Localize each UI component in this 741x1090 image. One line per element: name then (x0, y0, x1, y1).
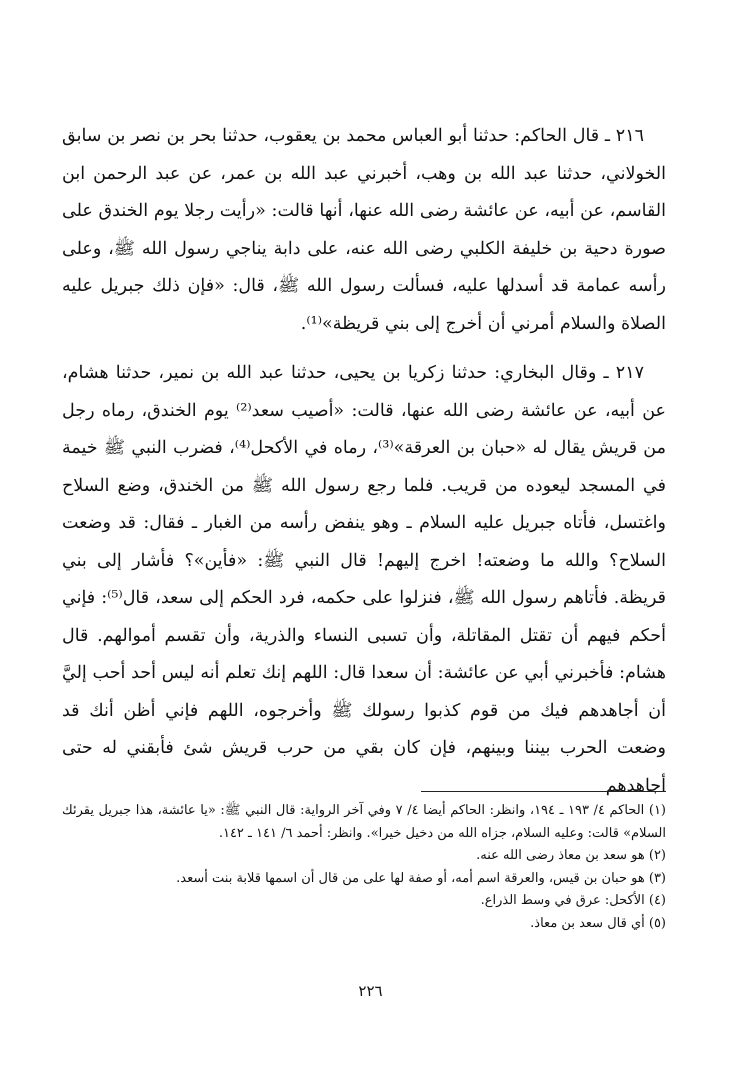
footnote-1: (١) الحاكم ٤/ ١٩٣ ـ ١٩٤، وانظر: الحاكم أيضا ٤/ ٧ وفي آخر الرواية: قال النبي ﷺ: «يا عائشة، هذا جبريل يقرئك السلام» قالت: وعليه السلام، جزاه الله من دخيل خيرا». وانظر: أحمد ٦/ ١٤١ ـ ١٤٢. (62, 803, 666, 841)
footnote-3: (٣) هو حبان بن قيس، والعرقة اسم أمه، أو صفة لها على من قال أن اسمها قلابة بنت أسعد. (176, 870, 666, 886)
footnote-4: (٤) الأكحل: عرق في وسط الذراع. (480, 893, 666, 908)
footnote-2: (٢) هو سعد بن معاذ رضى الله عنه. (476, 848, 666, 863)
footnote-5: (٥) أي قال سعد بن معاذ. (530, 915, 666, 931)
hadith-217-paragraph: ٢١٧ ـ وقال البخاري: حدثنا زكريا بن يحيى، حدثنا عبد الله بن نمير، حدثنا هشام، عن أبيه، عن عائشة رضى الله عنها، قالت: «أصيب سعد⁽²⁾ يوم الخندق، رماه رجل من قريش يقال له «حبان بن العرقة»⁽³⁾، رماه في الأكحل⁽⁴⁾، فضرب النبي ﷺ خيمة في المسجد ليعوده من قريب. فلما رجع رسول الله ﷺ من الخندق، وضع السلاح واغتسل، فأتاه جبريل عليه السلام ـ وهو ينفض رأسه من الغبار ـ فقال: قد وضعت السلاح؟ والله ما وضعته! اخرج إليهم! قال النبي ﷺ: «فأين»؟ فأشار إلى بني قريظة. فأتاهم رسول الله ﷺ، فنزلوا على حكمه، فرد الحكم إلى سعد، قال⁽⁵⁾: فإني أحكم فيهم أن تقتل المقاتلة، وأن تسبى النساء والذرية، وأن تقسم أموالهم. قال هشام: فأخبرني أبي عن عائشة: أن سعدا قال: اللهم إنك تعلم أنه ليس أحد أحب إليَّ أن أجاهدهم فيك من قوم كذبوا رسولك ﷺ وأخرجوه، اللهم فإني أظن أنك قد وضعت الحرب بيننا وبينهم، فإن كان بقي من حرب قريش شئ فأبقني له حتى أجاهدهم (62, 363, 666, 796)
main-text (62, 118, 666, 805)
page-number: ٢٢٦ (358, 982, 383, 1000)
footnotes (62, 800, 666, 935)
footnote-divider (421, 791, 666, 792)
hadith-216-paragraph: ٢١٦ ـ قال الحاكم: حدثنا أبو العباس محمد بن يعقوب، حدثنا بحر بن نصر بن سابق الخولاني، حدثنا عبد الله بن وهب، أخبرني عبد الله بن عمر، عن عبد الرحمن ابن القاسم، عن أبيه، عن عائشة رضى الله عنها، أنها قالت: «رأيت رجلا يوم الخندق على صورة دحية بن خليفة الكلبي رضى الله عنه، على دابة يناجي رسول الله ﷺ، وعلى رأسه عمامة قد أسدلها عليه، فسألت رسول الله ﷺ، قال: «فإن ذلك جبريل عليه الصلاة والسلام أمرني أن أخرج إلى بني قريظة»⁽¹⁾. (62, 126, 666, 334)
